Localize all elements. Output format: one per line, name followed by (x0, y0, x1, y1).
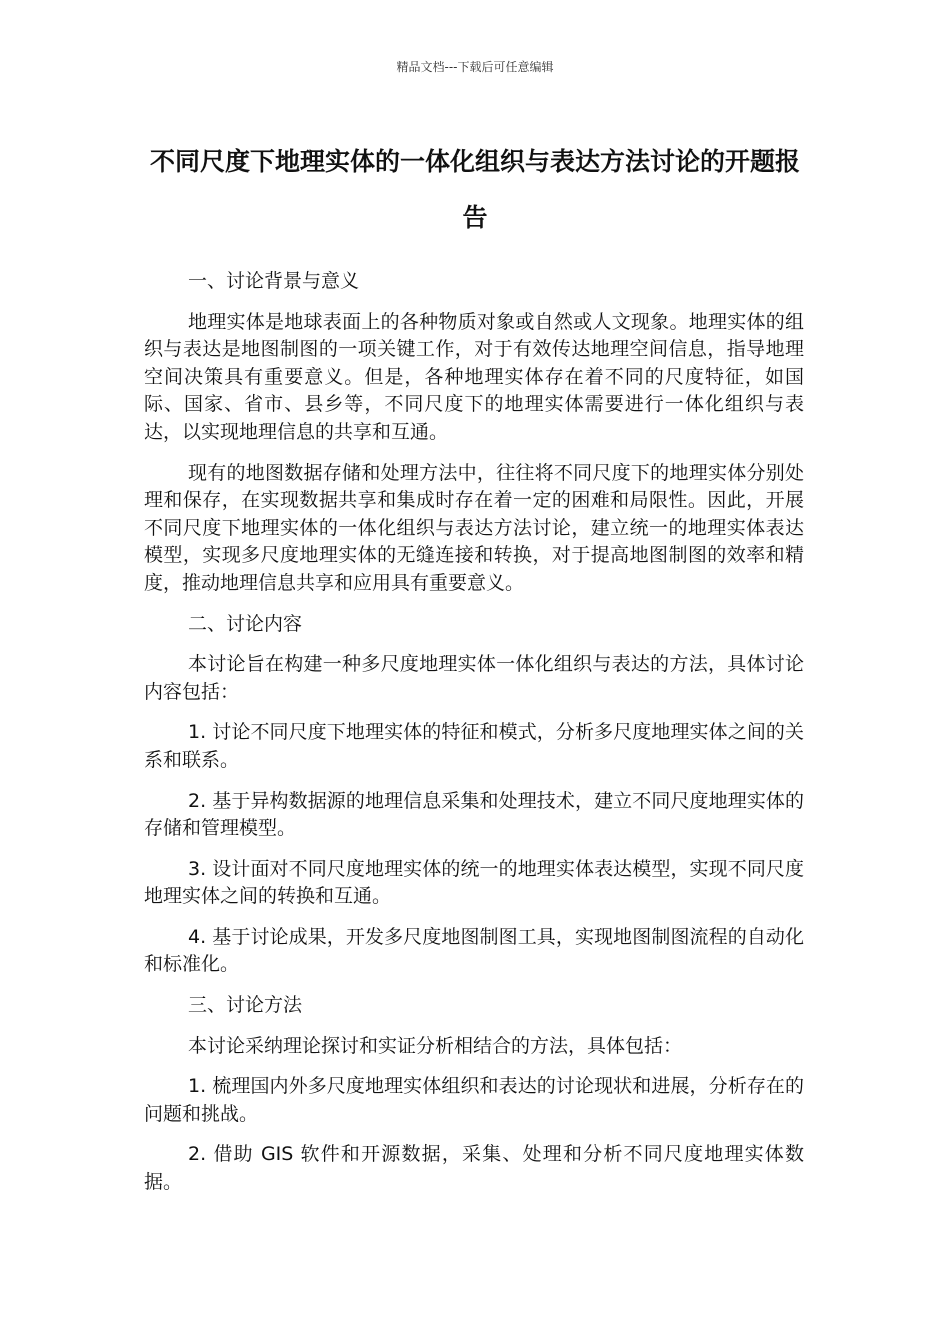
paragraph: 本讨论采纳理论探讨和实证分析相结合的方法，具体包括： (188, 1034, 683, 1057)
paragraph: 现有的地图数据存储和处理方法中，往往将不同尺度下的地理实体分别处理和保存，在实现数据共享和集成时存在着一定的困难和局限性。因此，开展不同尺度下地理实体的一体化组织与表达方法讨论，建立统一的地理实体表达模型，实现多尺度地理实体的无缝连接和转换，对于提高地图制图的效率和精度，推动地理信息共享和应用具有重要意义。 (144, 461, 804, 594)
section-heading: 一、讨论背景与意义 (188, 270, 360, 292)
list-item: 1. 梳理国内外多尺度地理实体组织和表达的讨论现状和进展，分析存在的问题和挑战。 (144, 1075, 804, 1125)
paragraph: 地理实体是地球表面上的各种物质对象或自然或人文现象。地理实体的组织与表达是地图制图的一项关键工作，对于有效传达地理空间信息，指导地理空间决策具有重要意义。但是，各种地理实体存在着不同的尺度特征，如国际、国家、省市、县乡等，不同尺度下的地理实体需要进行一体化组织与表达，以实现地理信息的共享和互通。 (144, 310, 804, 443)
list-item: 1. 讨论不同尺度下地理实体的特征和模式，分析多尺度地理实体之间的关系和联系。 (144, 721, 804, 771)
list-item: 2. 借助 GIS 软件和开源数据，采集、处理和分析不同尺度地理实体数据。 (144, 1143, 804, 1194)
document-title: 不同尺度下地理实体的一体化组织与表达方法讨论的开题报告 (149, 147, 800, 232)
list-item: 4. 基于讨论成果，开发多尺度地图制图工具，实现地图制图流程的自动化和标准化。 (144, 925, 804, 976)
document-body (144, 268, 804, 1210)
section-heading: 三、讨论方法 (188, 994, 303, 1017)
list-item: 3. 设计面对不同尺度地理实体的统一的地理实体表达模型，实现不同尺度地理实体之间的转换和互通。 (144, 857, 804, 908)
paragraph: 本讨论旨在构建一种多尺度地理实体一体化组织与表达的方法，具体讨论内容包括： (144, 653, 804, 703)
section-heading: 二、讨论内容 (188, 612, 303, 635)
header-note: 精品文档---下载后可任意编辑 (396, 60, 554, 74)
list-item: 2. 基于异构数据源的地理信息采集和处理技术，建立不同尺度地理实体的存储和管理模型。 (144, 789, 804, 840)
